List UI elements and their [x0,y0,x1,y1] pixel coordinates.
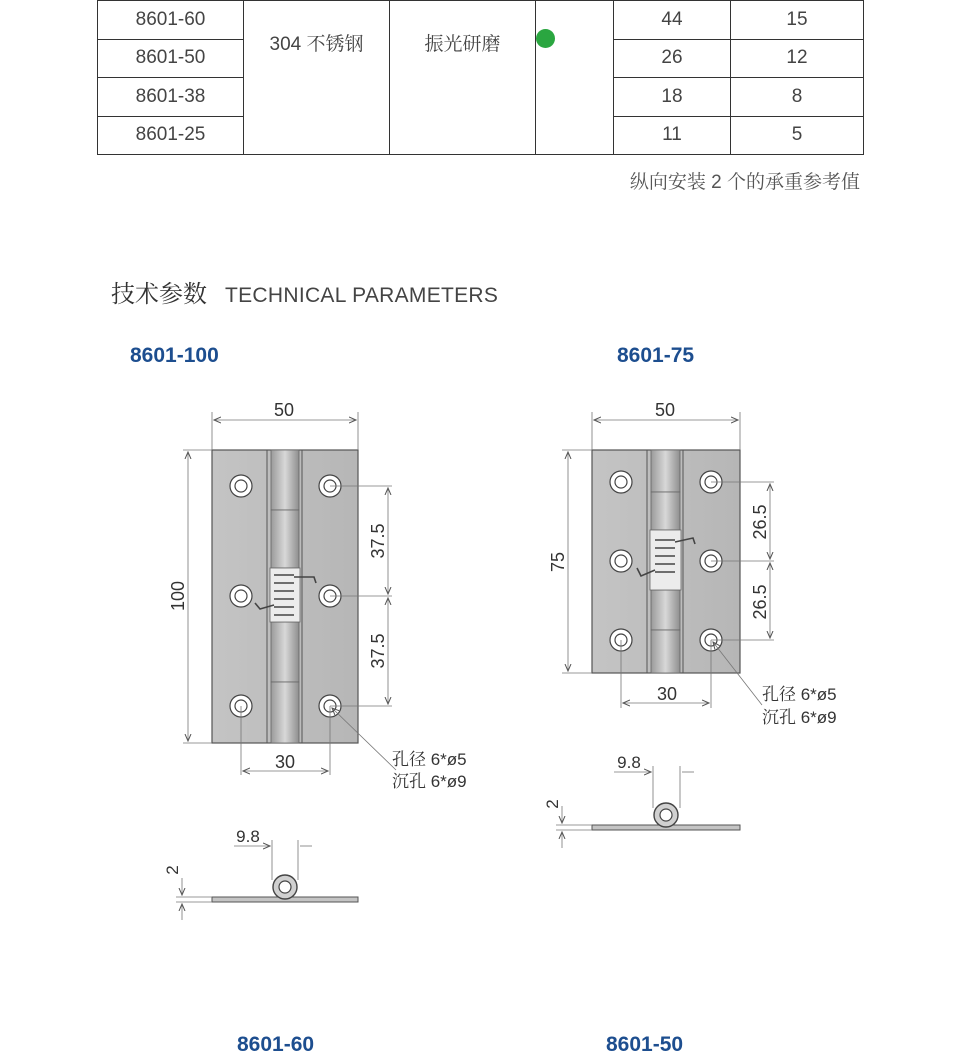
dim-width: 50 [273,400,295,420]
section-title-en: TECHNICAL PARAMETERS [225,284,499,307]
dim-spacing-b: 26.5 [750,584,770,620]
model-cell: 8601-60 [98,1,244,40]
dim-spacing-a: 37.5 [368,523,388,559]
model-title-50: 8601-50 [606,1033,684,1056]
load-cell-2: 8 [731,78,864,117]
hole-label: 孔径 6*ø5 [762,685,837,704]
dim-thickness: 2 [543,799,562,809]
hinge-100-front-view [168,400,467,791]
model-cell: 8601-38 [98,78,244,117]
model-title-75: 8601-75 [617,344,695,367]
hinge-75-side-view [543,753,740,848]
model-cell: 8601-50 [98,39,244,78]
load-cell-2: 15 [731,1,864,40]
load-cell-1: 18 [614,78,731,117]
model-title-100: 8601-100 [130,344,219,367]
dim-hole-spacing: 30 [274,752,296,772]
load-note: 纵向安装 2 个的承重参考值 [629,172,860,193]
model-title-60: 8601-60 [237,1033,315,1056]
hinge-75-front-view [548,400,837,727]
hinge-100-side-view [163,827,358,920]
dim-height: 100 [168,580,188,612]
dim-height: 75 [548,551,568,573]
countersink-label: 沉孔 6*ø9 [392,772,467,791]
load-cell-1: 44 [614,1,731,40]
load-cell-1: 26 [614,39,731,78]
dim-knuckle: 9.8 [617,753,641,772]
dim-spacing-b: 37.5 [368,633,388,669]
countersink-label: 沉孔 6*ø9 [762,708,837,727]
model-cell: 8601-25 [98,116,244,155]
dim-knuckle: 9.8 [236,827,260,846]
dim-thickness: 2 [163,865,182,875]
dim-spacing-a: 26.5 [750,504,770,540]
section-title-zh: 技术参数 [111,281,207,308]
material-label: 304 不锈钢 [269,34,364,55]
finish-label: 振光研磨 [424,34,501,55]
dim-hole-spacing: 30 [656,684,678,704]
hole-label: 孔径 6*ø5 [392,750,467,769]
dim-width: 50 [654,400,676,420]
load-cell-2: 12 [731,39,864,78]
load-cell-2: 5 [731,116,864,155]
load-cell-1: 11 [614,116,731,155]
